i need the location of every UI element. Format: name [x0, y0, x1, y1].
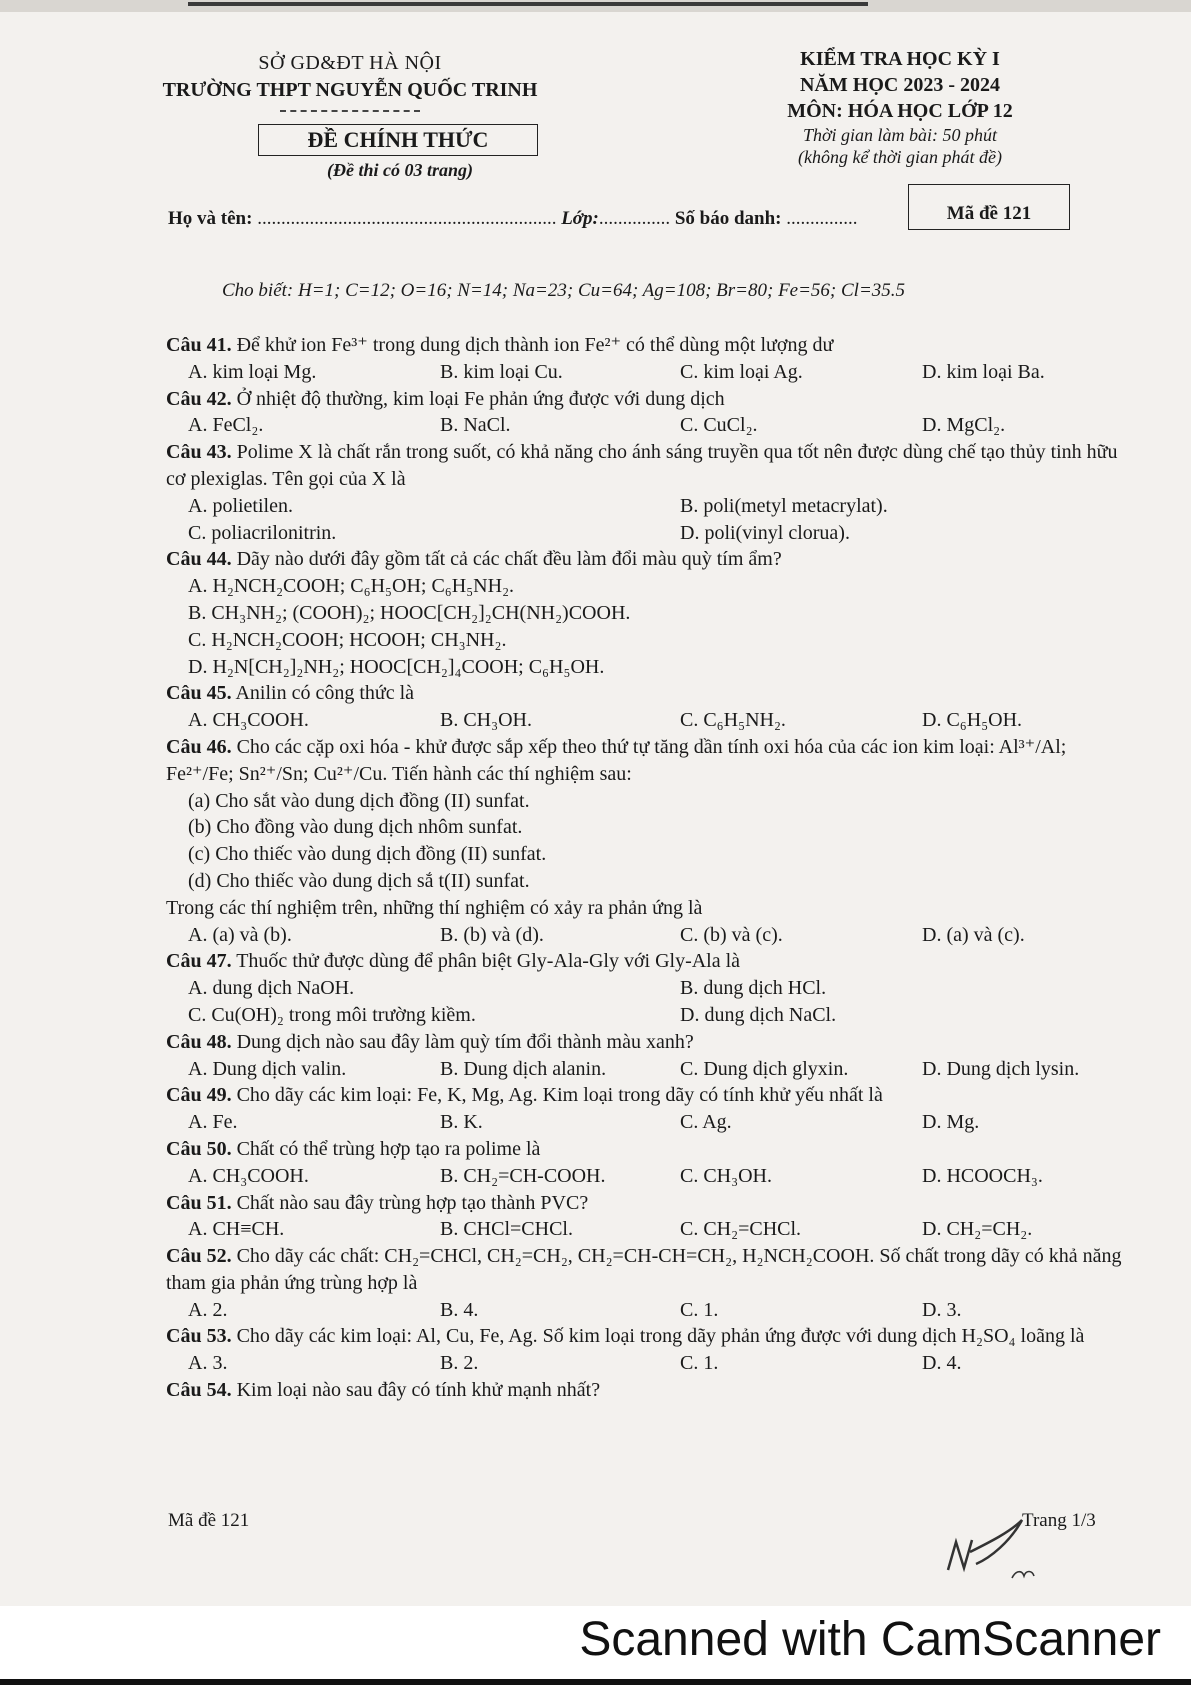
question-45 — [166, 680, 1126, 734]
question-number: Câu 51. — [166, 1191, 232, 1214]
pages-note: (Đề thi có 03 trang) — [327, 160, 473, 180]
footer-exam-code: Mã đề 121 — [168, 1510, 250, 1531]
exam-time-note: (không kể thời gian phát đề) — [797, 147, 1003, 167]
question-number: Câu 50. — [166, 1137, 232, 1160]
question-text: Dung dịch nào sau đây làm quỳ tím đổi thành màu xanh? — [236, 1030, 694, 1053]
option-c[interactable]: C. C₆H₅NH₂. — [680, 709, 786, 732]
question-text: Cho dãy các kim loại: Al, Cu, Fe, Ag. Số kim loại trong dãy phản ứng được với dung dịch H₂SO₄ loãng là — [236, 1325, 1085, 1348]
question-54 — [166, 1377, 1126, 1404]
option-b[interactable]: B. (b) và (d). — [440, 923, 544, 946]
question-number: Câu 54. — [166, 1379, 232, 1402]
name-field[interactable]: ............................................................... — [257, 208, 557, 229]
option-a[interactable]: A. CH≡CH. — [188, 1218, 285, 1241]
bottom-edge — [0, 1679, 1191, 1685]
option-d[interactable]: D. MgCl₂. — [922, 414, 1006, 437]
question-number: Câu 47. — [166, 950, 232, 973]
option-c[interactable]: C. H₂NCH₂COOH; HCOOH; CH₃NH₂. — [188, 628, 507, 651]
exam-time: Thời gian làm bài: 50 phút — [802, 125, 998, 145]
sbd-field[interactable]: ............... — [786, 208, 858, 229]
option-a[interactable]: A. CH₃COOH. — [188, 709, 309, 732]
question-47 — [166, 948, 1126, 1028]
option-a[interactable]: A. (a) và (b). — [188, 923, 292, 946]
camscanner-banner — [0, 1606, 1191, 1685]
option-b[interactable]: B. K. — [440, 1111, 483, 1134]
option-c[interactable]: C. kim loại Ag. — [680, 360, 803, 383]
question-number: Câu 53. — [166, 1325, 232, 1348]
question-text: Polime X là chất rắn trong suốt, có khả năng cho ánh sáng truyền qua tốt nên được dùng chế tạo thủy tinh hữu cơ plexiglas. Tên gọi của X là — [166, 441, 1118, 490]
option-c[interactable]: C. CH₂=CHCl. — [680, 1218, 802, 1241]
sbd-label: Số báo danh: — [674, 208, 782, 229]
school-year: NĂM HỌC 2023 - 2024 — [800, 74, 1000, 96]
option-c[interactable]: C. CuCl₂. — [680, 414, 758, 437]
option-d[interactable]: D. H₂N[CH₂]₂NH₂; HOOC[CH₂]₄COOH; C₆H₅OH. — [188, 655, 605, 678]
name-label: Họ và tên: — [168, 208, 253, 229]
option-b[interactable]: B. CH₃OH. — [440, 709, 532, 732]
option-a[interactable]: A. CH₃COOH. — [188, 1164, 309, 1187]
question-text: Thuốc thử được dùng để phân biệt Gly-Ala-Gly với Gly-Ala là — [236, 950, 741, 973]
question-text: Anilin có công thức là — [235, 682, 415, 705]
question-number: Câu 45. — [166, 682, 232, 705]
header-left — [150, 52, 550, 112]
option-b[interactable]: B. Dung dịch alanin. — [440, 1057, 607, 1080]
option-b[interactable]: B. kim loại Cu. — [440, 360, 563, 383]
option-b[interactable]: B. NaCl. — [440, 414, 511, 437]
option-a[interactable]: A. FeCl₂. — [188, 414, 264, 437]
option-d[interactable]: D. 4. — [922, 1352, 962, 1375]
option-d[interactable]: D. Dung dịch lysin. — [922, 1057, 1080, 1080]
option-b[interactable]: B. 2. — [440, 1352, 479, 1375]
option-b[interactable]: B. CH₃NH₂; (COOH)₂; HOOC[CH₂]₂CH(NH₂)COOH. — [188, 601, 631, 624]
option-b[interactable]: B. dung dịch HCl. — [680, 977, 827, 1000]
option-a[interactable]: A. kim loại Mg. — [188, 360, 317, 383]
option-b[interactable]: B. poli(metyl metacrylat). — [680, 494, 888, 517]
subject: MÔN: HÓA HỌC LỚP 12 — [787, 100, 1013, 122]
question-44 — [166, 546, 1126, 680]
option-a[interactable]: A. 2. — [188, 1298, 228, 1321]
option-b[interactable]: B. 4. — [440, 1298, 479, 1321]
question-number: Câu 41. — [166, 334, 232, 356]
option-c[interactable]: C. (b) và (c). — [680, 923, 783, 946]
question-52 — [166, 1243, 1126, 1323]
question-51 — [166, 1190, 1126, 1244]
class-field[interactable]: ............... — [598, 208, 671, 229]
option-a[interactable]: A. H₂NCH₂COOH; C₆H₅OH; C₆H₅NH₂. — [188, 575, 515, 598]
experiment-d: (d) Cho thiếc vào dung dịch sắ t(II) sunfat. — [188, 869, 530, 892]
question-number: Câu 48. — [166, 1030, 232, 1053]
option-c[interactable]: C. 1. — [680, 1352, 719, 1375]
header-right — [720, 46, 1080, 168]
option-c[interactable]: C. Dung dịch glyxin. — [680, 1057, 849, 1080]
option-a[interactable]: A. dung dịch NaOH. — [188, 977, 355, 1000]
question-number: Câu 52. — [166, 1245, 232, 1268]
official-badge: ĐỀ CHÍNH THỨC — [258, 124, 538, 156]
question-49 — [166, 1082, 1126, 1136]
question-number: Câu 46. — [166, 735, 232, 758]
option-a[interactable]: A. Fe. — [188, 1111, 238, 1134]
camscanner-watermark: Scanned with CamScanner — [579, 1613, 1161, 1666]
exam-code-box: Mã đề 121 — [908, 184, 1070, 230]
option-a[interactable]: A. polietilen. — [188, 494, 293, 517]
question-text: Cho dãy các chất: CH₂=CHCl, CH₂=CH₂, CH₂=CH-CH=CH₂, H₂NCH₂COOH. Số chất trong dãy có khả năng tham gia phản ứng trùng hợp là — [166, 1245, 1122, 1294]
option-d[interactable]: D. dung dịch NaCl. — [680, 1003, 837, 1026]
question-text: Kim loại nào sau đây có tính khử mạnh nhất? — [236, 1379, 601, 1402]
experiment-b: (b) Cho đồng vào dung dịch nhôm sunfat. — [188, 816, 523, 839]
question-number: Câu 44. — [166, 548, 232, 571]
option-c[interactable]: C. Ag. — [680, 1111, 732, 1134]
question-list — [166, 332, 1126, 1404]
question-number: Câu 43. — [166, 441, 232, 464]
question-text: Dãy nào dưới đây gồm tất cả các chất đều làm đổi màu quỳ tím ẩm? — [236, 548, 782, 571]
question-50 — [166, 1136, 1126, 1190]
option-a[interactable]: A. 3. — [188, 1352, 228, 1375]
given-masses: Cho biết: H=1; C=12; O=16; N=14; Na=23; Cu=64; Ag=108; Br=80; Fe=56; Cl=35.5 — [222, 280, 906, 301]
question-41 — [166, 332, 1126, 386]
option-d[interactable]: D. Mg. — [922, 1111, 980, 1134]
option-d[interactable]: D. C₆H₅OH. — [922, 709, 1023, 732]
option-a[interactable]: A. Dung dịch valin. — [188, 1057, 347, 1080]
question-text: Cho dãy các kim loại: Fe, K, Mg, Ag. Kim loại trong dãy có tính khử yếu nhất là — [236, 1084, 883, 1107]
question-42 — [166, 386, 1126, 440]
question-46 — [166, 734, 1126, 948]
experiment-c: (c) Cho thiếc vào dung dịch đồng (II) sunfat. — [188, 843, 547, 866]
school-name: TRƯỜNG THPT NGUYỄN QUỐC TRINH — [162, 79, 538, 101]
option-b[interactable]: B. CH₂=CH-COOH. — [440, 1164, 606, 1187]
department: SỞ GD&ĐT HÀ NỘI — [258, 52, 442, 74]
option-d[interactable]: D. poli(vinyl clorua). — [680, 521, 850, 544]
option-b[interactable]: B. CHCl=CHCl. — [440, 1218, 573, 1241]
option-c[interactable]: C. 1. — [680, 1298, 719, 1321]
question-48 — [166, 1029, 1126, 1083]
option-d[interactable]: D. CH₂=CH₂. — [922, 1218, 1033, 1241]
question-text: Để khử ion Fe³⁺ trong dung dịch thành ion Fe²⁺ có thể dùng một lượng dư — [236, 334, 834, 356]
question-text: Chất có thể trùng hợp tạo ra polime là — [236, 1137, 541, 1160]
option-c[interactable]: C. Cu(OH)₂ trong môi trường kiềm. — [188, 1003, 476, 1026]
question-text: Ở nhiệt độ thường, kim loại Fe phản ứng được với dung dịch — [236, 387, 725, 410]
question-number: Câu 49. — [166, 1084, 232, 1107]
question-53 — [166, 1323, 1126, 1377]
experiment-a: (a) Cho sắt vào dung dịch đồng (II) sunfat. — [188, 789, 530, 812]
question-text: Cho các cặp oxi hóa - khử được sắp xếp theo thứ tự tăng dần tính oxi hóa của các ion kim loại: Al³⁺/Al; Fe²⁺/Fe; Sn²⁺/Sn; Cu²⁺/Cu. Tiến hành các thí nghiệm sau: — [166, 735, 1067, 785]
exam-title: KIỂM TRA HỌC KỲ I — [800, 48, 1000, 70]
option-d[interactable]: D. HCOOCH₃. — [922, 1164, 1043, 1187]
scan-top-line — [188, 2, 868, 6]
option-c[interactable]: C. CH₃OH. — [680, 1164, 772, 1187]
question-number: Câu 42. — [166, 387, 232, 410]
option-d[interactable]: D. (a) và (c). — [922, 923, 1025, 946]
question-43 — [166, 439, 1126, 546]
header-divider — [280, 110, 420, 112]
class-label: Lớp: — [561, 208, 599, 229]
question-text: Chất nào sau đây trùng hợp tạo thành PVC? — [236, 1191, 589, 1214]
option-d[interactable]: D. 3. — [922, 1298, 962, 1321]
option-d[interactable]: D. kim loại Ba. — [922, 360, 1045, 383]
footer-page-number: Trang 1/3 — [1022, 1510, 1096, 1531]
option-c[interactable]: C. poliacrilonitrin. — [188, 521, 337, 544]
question-tail: Trong các thí nghiệm trên, những thí nghiệm có xảy ra phản ứng là — [166, 896, 703, 919]
